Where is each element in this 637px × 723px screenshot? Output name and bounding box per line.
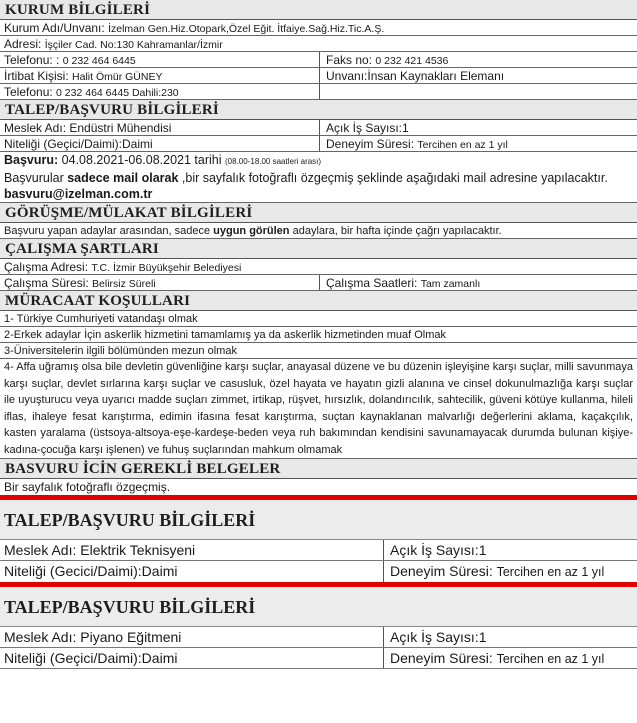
section-header-belgeler: BASVURU İCİN GEREKLİ BELGELER	[0, 459, 637, 479]
section-header-talep-3: TALEP/BAŞVURU BİLGİLERİ	[0, 587, 637, 627]
section-header-muracaat: MÜRACAAT KOŞULLARI	[0, 291, 637, 311]
kurum-address-label: Adresi:	[4, 37, 42, 51]
phone-label: Telefonu: :	[4, 53, 60, 67]
meslek-3: Meslek Adı: Piyano Eğitmeni	[0, 627, 384, 647]
info-text-bold: sadece mail olarak	[67, 171, 179, 185]
muracaat-item-1: 1- Türkiye Cumhuriyeti vatandaşı olmak	[0, 311, 637, 327]
gorusme-text-pre: Başvuru yapan adaylar arasından, sadece	[4, 225, 214, 237]
muracaat-item-2: 2-Erkek adaylar İçin askerlik hizmetini tamamlamış ya da askerlik hizmetinden muaf Olmak	[0, 327, 637, 343]
muracaat-item-4: 4- Affa uğramış olsa bile devletin güvenliğine karşı suçlar, anayasal düzene ve bu düzenin işleyişine karşı suçlar, milli savunmaya karşı suçlar, devlet sırlarına karşı suçlar ve casusluk, özel hayata ve hayatın gizli alanına ve cinsel dokunulmazlığa karşı suçlar ile uyuşturucu veya uyarıcı madde suçları zimmet, irtikap, rüşvet, hırsızlık, dolandırıcılık, sahtecilik, güveni kötüye kullanma, hileli iflas, ihaleye fesat karıştırma, edimin ifasına fesat karıştırma, suçtan kaynaklanan malvarlığı değerlerini aklama, kaçakçılık, kasten yaralama (üstsoya-altsoya-eşe-kardeşe-beden veya ruh bakımından kendisini savunamayacak durumda bulunan kişiye-kadına-çocuğa karşı işlenen) ve fuhuş suçlarından mahkum olmamak	[0, 359, 637, 459]
deneyim-label-3: Deneyim Süresi:	[390, 650, 493, 666]
belgeler-text: Bir sayfalık fotoğraflı özgeçmiş.	[0, 479, 637, 495]
calisma-saat-value: Tam zamanlı	[420, 278, 481, 290]
kurum-name-row	[0, 20, 637, 36]
info-text-post: ,bir sayfalık fotoğraflı özgeçmiş şeklinde aşağıdaki mail adresine yapılacaktır.	[178, 171, 608, 185]
nitelik-3: Niteliği (Geçici/Daimi):Daimi	[0, 648, 384, 668]
kurum-address-value: İşçiler Cad. No:130 Kahramanlar/İzmir	[44, 39, 223, 51]
talep-nitelik-row	[0, 136, 637, 152]
calisma-sure-label: Çalışma Süresi:	[4, 276, 89, 290]
section-header-calisma: ÇALIŞMA ŞARTLARI	[0, 239, 637, 259]
kurum-contact-row	[0, 68, 637, 84]
deneyim-value-3: Tercihen en az 1 yıl	[496, 652, 605, 666]
contact-phone-value: 0 232 464 6445 Dahili:230	[56, 87, 179, 99]
meslek-label: Meslek Adı:	[4, 121, 67, 135]
kurum-name-label: Kurum Adı/Unvanı:	[4, 21, 105, 35]
contact-phone-label: Telefonu:	[4, 85, 53, 99]
deneyim-label: Deneyim Süresi:	[326, 137, 415, 151]
kurum-phone-fax-row	[0, 52, 637, 68]
calisma-adres-row	[0, 259, 637, 275]
fax-label: Faks no:	[326, 53, 373, 67]
deneyim-value: Tercihen en az 1 yıl	[417, 139, 508, 151]
info-text-pre: Başvurular	[4, 171, 68, 185]
calisma-adres-value: T.C. İzmir Büyükşehir Belediyesi	[91, 262, 242, 274]
section-header-talep: TALEP/BAŞVURU BİLGİLERİ	[0, 100, 637, 120]
basvuru-email-link[interactable]: basvuru@izelman.com.tr	[0, 186, 637, 203]
basvuru-info-line	[0, 170, 637, 186]
calisma-sure-row	[0, 275, 637, 291]
basvuru-dates: 04.08.2021-06.08.2021 tarihi	[61, 153, 222, 167]
deneyim-label-2: Deneyim Süresi:	[390, 563, 493, 579]
calisma-sure-value: Belirsiz Süreli	[92, 278, 156, 290]
section-header-gorusme: GÖRÜŞME/MÜLAKAT BİLGİLERİ	[0, 203, 637, 223]
kurum-contact-phone-row	[0, 84, 637, 100]
fax-value: 0 232 421 4536	[375, 55, 449, 67]
meslek-2: Meslek Adı: Elektrik Teknisyeni	[0, 540, 384, 560]
acik-is-sayisi-3: Açık İş Sayısı:1	[390, 629, 487, 645]
basvuru-dates-line	[0, 152, 637, 170]
gorusme-text-row	[0, 223, 637, 239]
contact-value: Halit Ömür GÜNEY	[72, 71, 163, 83]
kurum-address-row	[0, 36, 637, 52]
calisma-saat-label: Çalışma Saatleri:	[326, 276, 418, 290]
nitelik-2: Niteliği (Gecici/Daimi):Daimi	[0, 561, 384, 582]
calisma-adres-label: Çalışma Adresi:	[4, 260, 89, 274]
basvuru-label: Başvuru:	[4, 153, 59, 167]
section-header-kurum: KURUM BİLGİLERİ	[0, 0, 637, 20]
contact-title-label: Unvanı:	[326, 69, 368, 83]
nitelik: Niteliği (Geçici/Daimi):Daimi	[0, 136, 320, 151]
gorusme-text-bold: uygun görülen	[213, 225, 290, 237]
acik-is-sayisi: Açık İş Sayısı:1	[326, 121, 409, 135]
contact-label: İrtibat Kişisi:	[4, 69, 69, 83]
gorusme-text-post: adaylara, bir hafta içinde çağrı yapılacaktır.	[289, 225, 502, 237]
position-elektrik-teknisyeni	[0, 500, 637, 582]
talep-meslek-row	[0, 120, 637, 136]
position-piyano-egitmeni	[0, 587, 637, 669]
acik-is-sayisi-2: Açık İş Sayısı:1	[390, 542, 487, 558]
phone-value: 0 232 464 6445	[62, 55, 136, 67]
basvuru-hours: (08.00-18.00 saatleri arası)	[225, 157, 322, 166]
contact-title-value: İnsan Kaynakları Elemanı	[367, 69, 505, 83]
kurum-name-value: İzelman Gen.Hiz.Otopark,Özel Eğit. İtfaiye.Sağ.Hiz.Tic.A.Ş.	[108, 23, 385, 35]
section-header-talep-2: TALEP/BAŞVURU BİLGİLERİ	[0, 500, 637, 540]
meslek-value: Endüstri Mühendisi	[69, 121, 172, 135]
muracaat-item-3: 3-Üniversitelerin ilgili bölümünden mezun olmak	[0, 343, 637, 359]
deneyim-value-2: Tercihen en az 1 yıl	[496, 565, 605, 579]
